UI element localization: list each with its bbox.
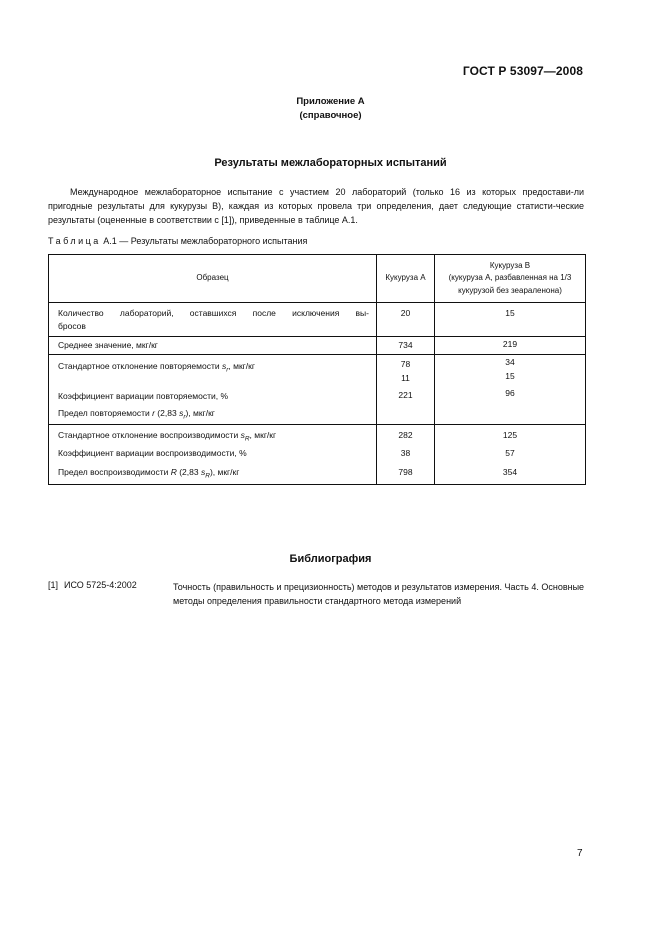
row-sr-label	[58, 358, 369, 374]
row-rl-s: s	[179, 408, 184, 418]
row-RL-corn-a: 798	[398, 467, 413, 477]
row-reproducibility-corn-a	[377, 425, 435, 485]
row-sr-sub: r	[226, 366, 229, 374]
section-title: Результаты межлабораторных испытаний	[214, 157, 447, 169]
row-rl-label	[58, 405, 369, 422]
row-repeatability-corn-b	[435, 355, 586, 425]
row-repeatability-label	[49, 355, 377, 425]
row-labs-corn-a-value: 20	[400, 308, 411, 318]
table-caption-text: А.1 — Результаты межлабораторного испытания	[100, 236, 308, 246]
row-RL-label-text: Предел воспроизводимости	[58, 467, 169, 477]
table-caption-prefix: Таблица	[48, 236, 101, 246]
document-code: ГОСТ Р 53097—2008	[462, 64, 583, 78]
row-labs-corn-b-value: 15	[505, 308, 515, 318]
table-row	[49, 355, 586, 425]
row-RL-corn-b: 354	[502, 467, 518, 477]
row-sr-corn-b: 34	[505, 357, 515, 367]
row-spacer	[58, 374, 369, 388]
row-mean-corn-a-value: 734	[398, 340, 413, 350]
header-corn-a: Кукуруза А	[377, 255, 435, 303]
row-reproducibility-corn-b	[435, 425, 586, 485]
row-rl-mid: (2,83	[154, 408, 177, 418]
bibliography-entry-standard: ИСО 5725-4:2002	[64, 580, 137, 590]
row-sR-corn-a: 282	[398, 430, 413, 440]
row-mean-corn-b-value: 219	[502, 339, 518, 349]
row-reproducibility-label	[49, 425, 377, 485]
row-mean-corn-b	[435, 337, 586, 355]
table-row	[49, 425, 586, 485]
page-number: 7	[577, 848, 583, 859]
row-RL-label	[58, 463, 369, 482]
header-corn-b-line2: (кукуруза А, разбавленная на 1/3	[448, 273, 572, 283]
row-RL-s: s	[200, 467, 206, 477]
row-sr-corn-a: 78	[400, 359, 411, 369]
row-sR-var: s	[240, 430, 245, 440]
row-labs-corn-b	[435, 303, 586, 337]
intro-paragraph: Международное межлабораторное испытание с участием 20 лабораторий (только 16 из которых предостави-ли пригодные результаты для кукурузы В), каждая из которых провела три определения, дает следующие статисти-ческие результаты (оцененные в соответствии с [1]), приведенные в таблице А.1.	[48, 187, 584, 225]
results-table	[48, 254, 586, 485]
row-sr-unit: , мкг/кг	[228, 361, 255, 371]
row-labs-corn-a	[377, 303, 435, 337]
table-header-row	[49, 255, 586, 303]
row-cvr-corn-a: 221	[398, 390, 413, 400]
row-cvR-label: Коэффициент вариации воспроизводимости, %	[58, 448, 247, 458]
row-cvr-corn-b: 96	[505, 388, 515, 398]
appendix-subtitle: (справочное)	[299, 110, 362, 121]
row-mean-label	[49, 337, 377, 355]
row-extra-corn-a: 11	[401, 373, 410, 383]
row-rl-var: r	[152, 408, 155, 418]
header-corn-b-line1: Кукуруза В	[489, 260, 531, 270]
row-RL-var: R	[170, 467, 177, 477]
row-sR-unit: , мкг/кг	[249, 430, 277, 440]
row-sR-label-text: Стандартное отклонение воспроизводимости	[58, 430, 239, 440]
bibliography-entry-text: Точность (правильность и прецизионность) методов и результатов измерения. Часть 4. Основные методы определения правильности стандартного метода измерений	[173, 582, 585, 606]
row-cvr-label: Коэффициент вариации повторяемости, %	[58, 391, 229, 401]
table-row	[49, 337, 586, 355]
row-mean-corn-a	[377, 337, 435, 355]
row-labs-label	[49, 303, 377, 337]
row-RL-mid: (2,83	[176, 467, 199, 477]
row-labs-label-line2: бросов	[58, 321, 86, 331]
row-sr-label-text: Стандартное отклонение повторяемости	[58, 361, 220, 371]
row-RL-unit: ), мкг/кг	[209, 467, 240, 477]
bibliography-entry-number: [1]	[48, 580, 59, 590]
row-sr-var: s	[221, 361, 227, 371]
row-rl-unit: ), мкг/кг	[185, 408, 215, 418]
row-labs-label-line1: Количество лабораторий, оставшихся после исключения вы-	[58, 308, 369, 318]
row-repeatability-corn-a	[377, 355, 435, 425]
row-RL-sub: R	[205, 472, 210, 480]
row-sR-label	[58, 427, 369, 444]
header-sample: Образец	[49, 255, 377, 303]
row-cvR-corn-b: 57	[505, 448, 515, 458]
row-extra-corn-b: 15	[505, 371, 515, 381]
table-caption	[48, 236, 307, 246]
row-cvR-corn-a: 38	[400, 448, 411, 458]
header-corn-b-line3: кукурузой без зеараленона)	[458, 285, 562, 295]
table-row	[49, 303, 586, 337]
row-mean-label-text: Среднее значение, мкг/кг	[58, 340, 158, 350]
header-corn-b	[435, 255, 586, 303]
row-rl-sub: r	[183, 413, 186, 421]
bibliography-title: Библиография	[289, 553, 372, 565]
row-rl-label-text: Предел повторяемости	[58, 408, 150, 418]
row-sR-corn-b: 125	[502, 430, 518, 440]
appendix-title: Приложение А	[296, 96, 365, 107]
row-sR-sub: R	[244, 435, 250, 443]
